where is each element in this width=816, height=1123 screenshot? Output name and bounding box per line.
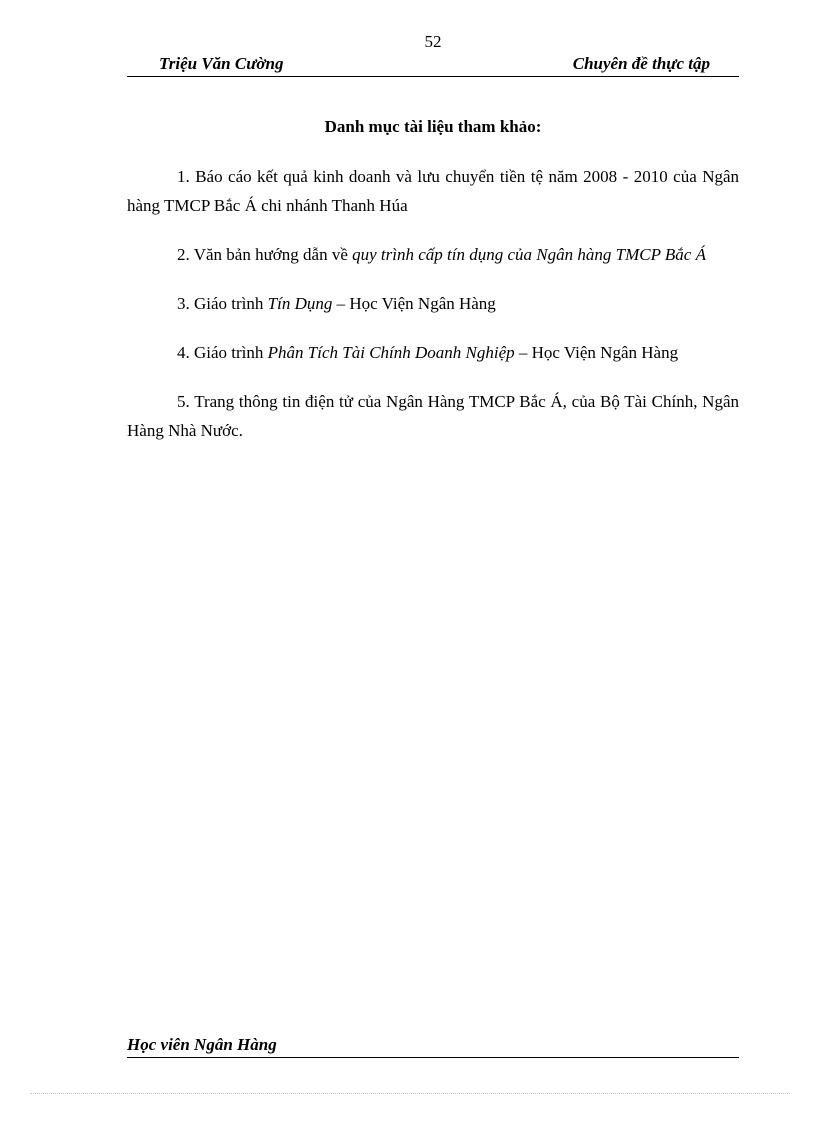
header-author: Triệu Văn Cường (159, 54, 284, 73)
reference-number: 4. (177, 343, 190, 362)
reference-text: Văn bản hướng dẫn về (193, 245, 348, 264)
reference-item-4 (127, 338, 739, 367)
reference-item-2 (127, 240, 739, 269)
page-header (127, 52, 739, 77)
page-bottom-edge (30, 1093, 790, 1094)
page-number: 52 (424, 32, 442, 51)
reference-item-5 (127, 387, 739, 445)
reference-title: quy trình cấp tín dụng của Ngân hàng TMCP Bắc Á (352, 245, 706, 264)
reference-number: 2. (177, 245, 190, 264)
reference-number: 3. (177, 294, 190, 313)
reference-item-1 (127, 162, 739, 220)
references-heading: Danh mục tài liệu tham khảo: (324, 117, 542, 136)
reference-text: Trang thông tin điện tử của Ngân Hàng TMCP Bắc Á, của Bộ Tài Chính, Ngân Hàng Nhà Nước. (127, 392, 739, 440)
reference-text: Báo cáo kết quả kinh doanh và lưu chuyển tiền tệ năm 2008 - 2010 của Ngân hàng TMCP Bắc Á chi nhánh Thanh Húa (127, 167, 740, 215)
reference-title: Tín Dụng (267, 294, 333, 313)
reference-number: 1. (177, 167, 190, 186)
reference-publisher: – Học Viện Ngân Hàng (518, 343, 679, 362)
page-footer (127, 1034, 739, 1058)
reference-number: 5. (177, 392, 190, 411)
reference-list (127, 162, 739, 465)
reference-text: Giáo trình (194, 343, 264, 362)
header-document-type: Chuyên đề thực tập (572, 54, 710, 73)
reference-text: Giáo trình (194, 294, 264, 313)
reference-title: Phân Tích Tài Chính Doanh Nghiệp (267, 343, 515, 362)
footer-organization: Học viên Ngân Hàng (127, 1035, 277, 1054)
reference-item-3 (127, 289, 739, 318)
reference-publisher: – Học Viện Ngân Hàng (336, 294, 496, 313)
